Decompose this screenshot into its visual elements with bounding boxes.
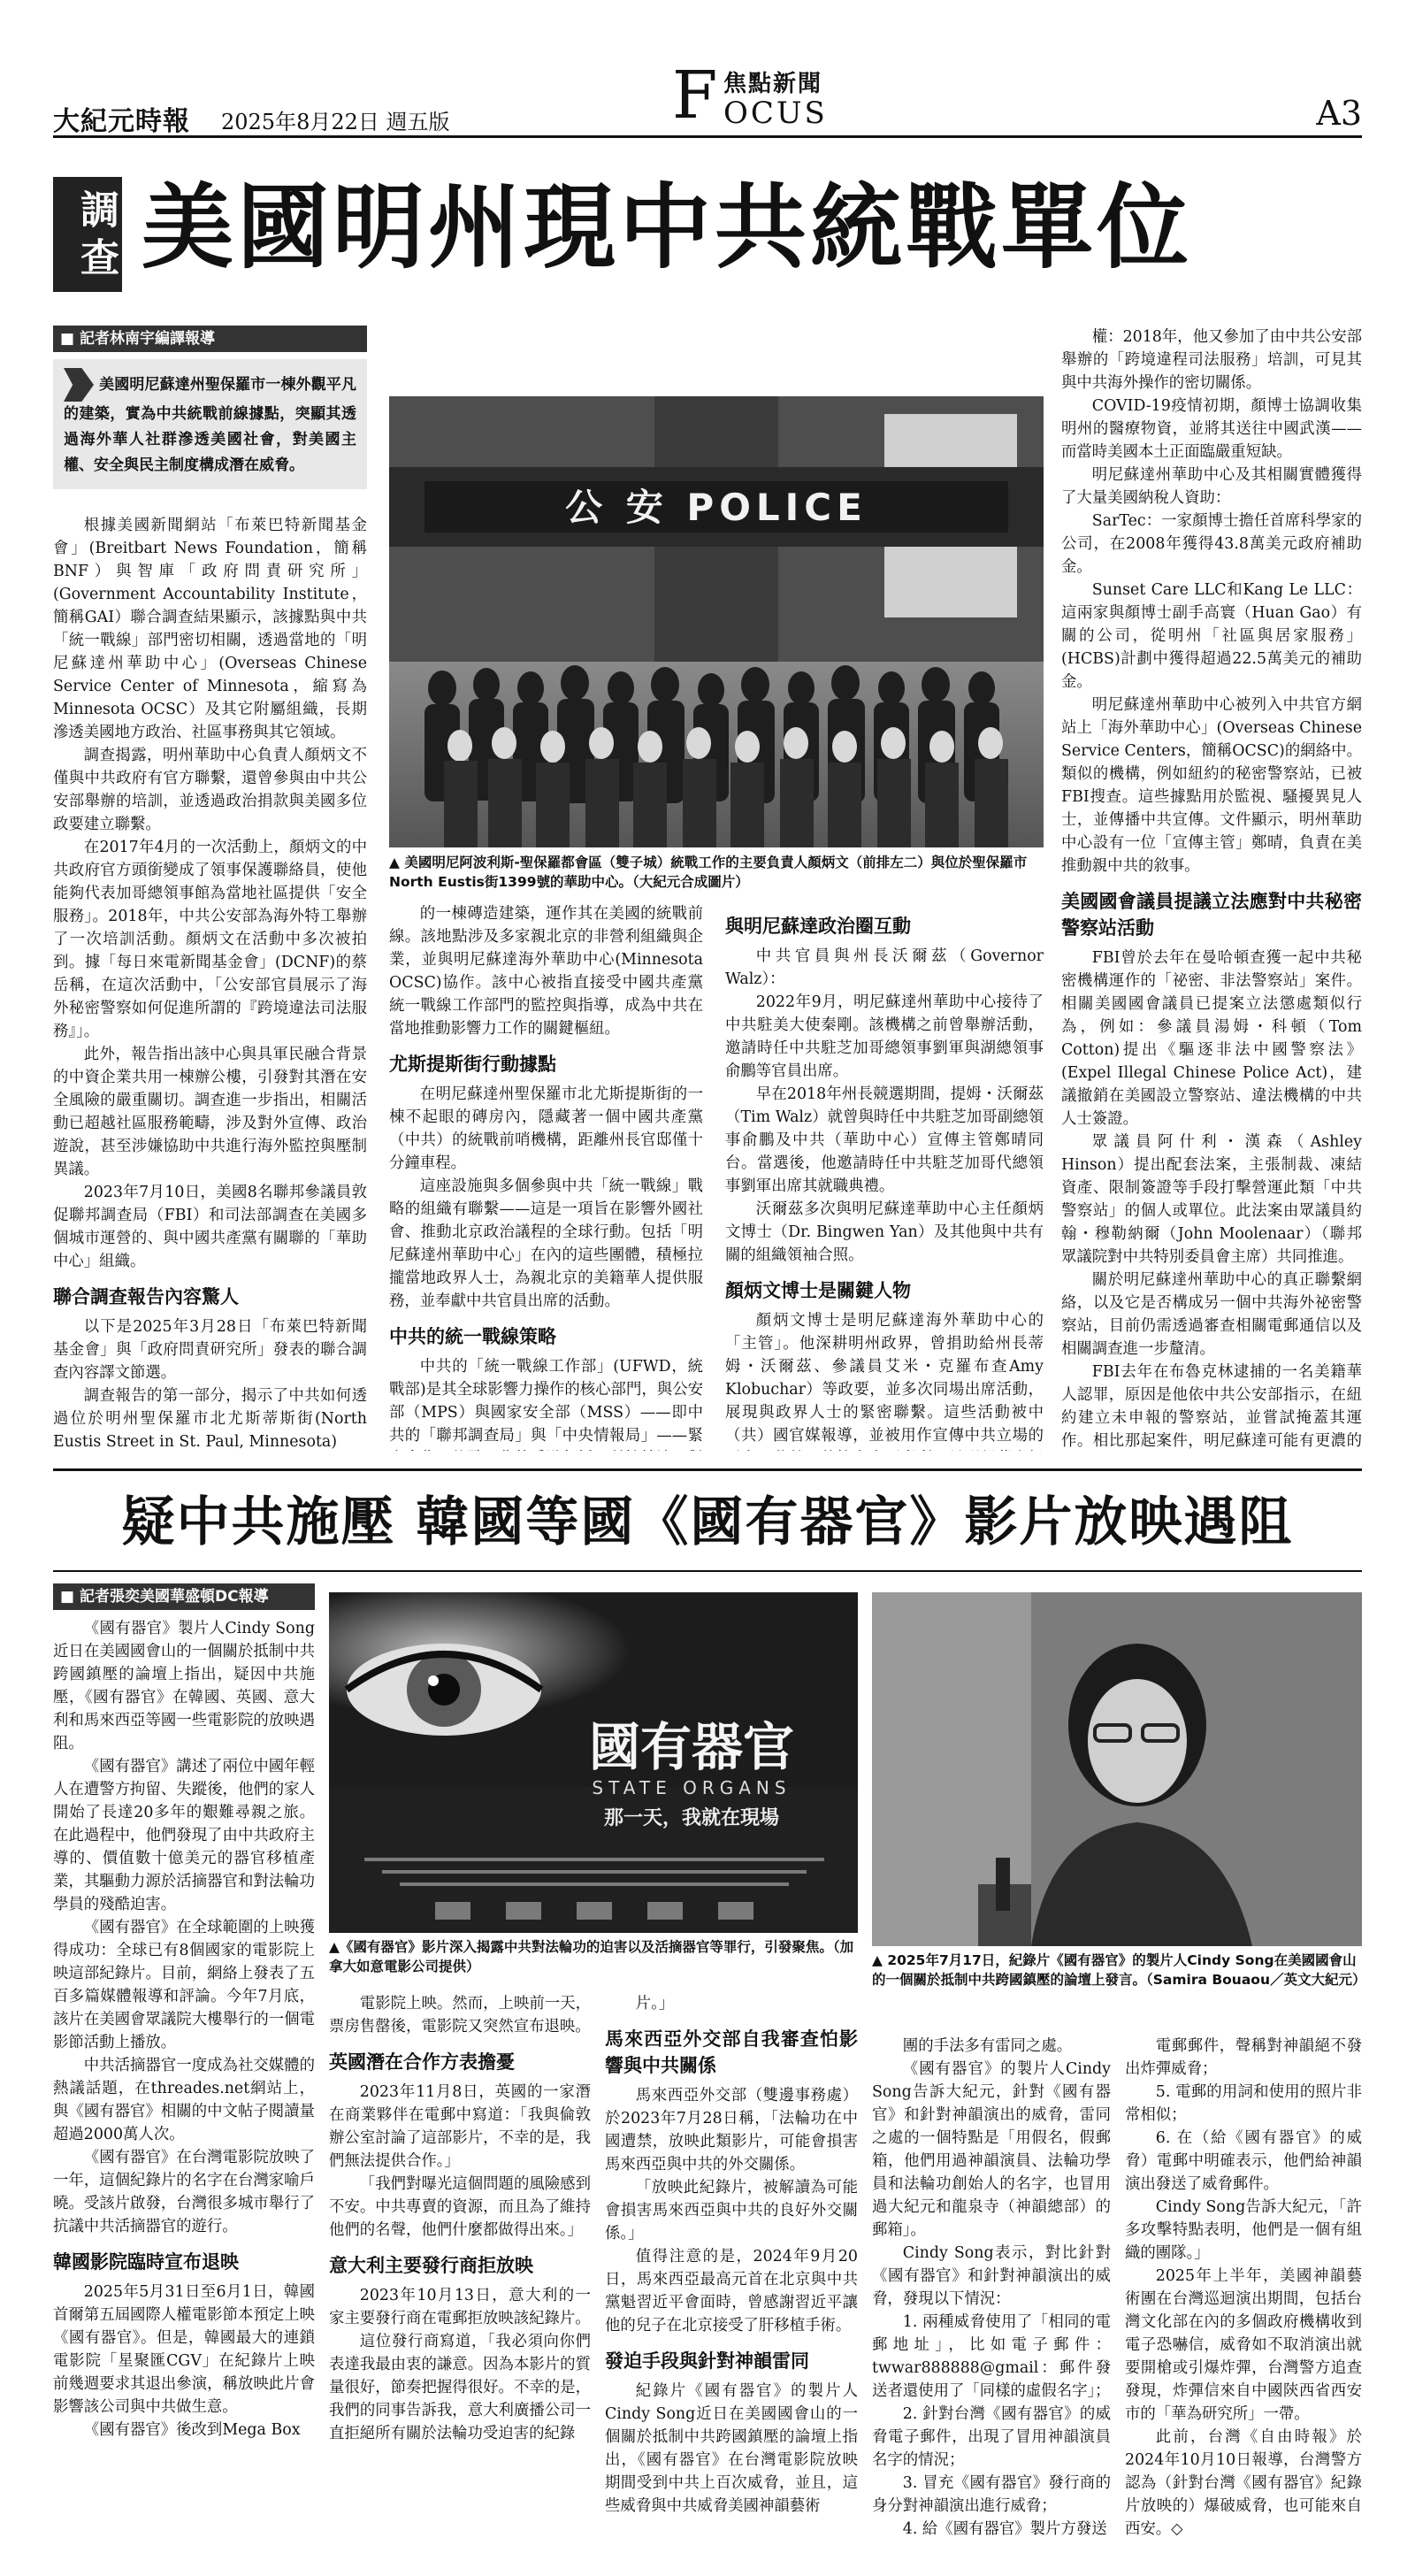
state-organs-poster xyxy=(329,1592,858,1933)
subheading: 聯合調查報告內容驚人 xyxy=(53,1286,239,1307)
police-sign: 公 安 POLICE xyxy=(565,486,868,529)
story1-photo xyxy=(389,396,1044,847)
cindy-song-photo xyxy=(872,1592,1362,1946)
poster-image xyxy=(329,1592,858,1933)
paragraph: 1. 兩種威脅使用了「相同的電郵地址」，比如電子郵件：twwar888888@gmail：郵件發送者還使用了「同樣的虛假名字」； xyxy=(872,2313,1111,2400)
paragraph: 2022年9月，明尼蘇達州華助中心接待了中共駐美大使秦剛。該機構之前曾舉辦活動，邀請時任中共駐芝加哥總領事劉軍與湖總領事俞鵬等官員出席。 xyxy=(725,993,1044,1080)
paragraph: 中共活摘器官一度成為社交媒體的熱議話題，在threades.net網站上，與《國有器官》相關的中文帖子閱讀量超過2000萬人次。 xyxy=(53,2057,315,2143)
paragraph: 此前，台灣《自由時報》於2024年10月10日報導，台灣警方認為（針對台灣《國有器官》紀錄片放映的）爆破威脅，也可能來自西安。◇ xyxy=(1125,2428,1362,2538)
paragraph: 紀錄片《國有器官》的製片人Cindy Song近日在美國國會山的一個關於抵制中共跨國鎮壓的論壇上指出，《國有器官》在台灣電影院放映期間受到中共上百次威脅，並且，這些威脅與中共威脅美國神韻藝術 xyxy=(605,2382,858,2515)
paragraph: 5. 電郵的用詞和使用的照片非常相似； xyxy=(1125,2083,1362,2124)
section-logo xyxy=(672,58,867,134)
issue-date: 2025年8月22日 週五版 xyxy=(221,110,450,134)
paragraph: 眾議員阿什利・漢森（Ashley Hinson）提出配套法案，主張制裁、凍結資產、限制簽證等手段打擊營運此類「中共警察站」的個人或單位。此法案由眾議員約翰・穆勒納爾（John Moolenaar）（聯邦眾議院對中共特別委員會主席）共同推進。 xyxy=(1061,1133,1362,1266)
page-number: A3 xyxy=(1316,94,1362,133)
story1-column-4 xyxy=(1061,326,1362,1449)
story1-column-2 xyxy=(389,902,703,1451)
paragraph: 在2017年4月的一次活動上，顏炳文的中共政府官方頭銜變成了領事保護聯絡員，使他能夠代表加哥總領事館為當地社區提供「安全服務」。2018年，中共公安部為海外特工舉辦了一次培訓活動。顏炳文在活動中多次被拍到。據「每日來電新聞基金會」(DCNF)的蔡岳稱，在這次活動中，「公安部官員展示了海外秘密警察如何促進所謂的『跨境違法司法服務』」。 xyxy=(53,839,367,1040)
poster-subtitle: STATE ORGANS xyxy=(592,1777,792,1798)
arrow-icon xyxy=(64,368,94,402)
subheading: 顏炳文博士是關鍵人物 xyxy=(725,1280,911,1301)
paragraph: FBI曾於去年在曼哈頓查獲一起中共秘密機構運作的「祕密、非法警察站」案件。相關美國國會議員已提案立法懲處類似行為，例如：參議員湯姆・科頓（Tom Cotton)提出《驅逐非法中國警察法》(Expel Illegal Chinese Police Act)，建議撤銷在美國設立警察站、違法機構的中共人士簽證。 xyxy=(1061,949,1362,1128)
paragraph: 《國有器官》製片人Cindy Song近日在美國國會山的一個關於抵制中共跨國鎮壓的論壇上指出，疑因中共施壓，《國有器官》在韓國、英國、意大利和馬來西亞等國一些電影院的放映遇阻。 xyxy=(53,1620,315,1752)
ocsc-building-photo xyxy=(389,396,1044,847)
story1-lead-text: 美國明尼蘇達州聖保羅市一棟外觀平凡的建築，實為中共統戰前線據點，突顯其透過海外華人社群滲透美國社會，對美國主權、安全與民主制度構成潛在威脅。 xyxy=(64,376,356,474)
headline-underline xyxy=(53,1570,1362,1572)
section-name-en: OCUS xyxy=(723,96,828,131)
story1-photo-caption: ▲ 美國明尼阿波利斯-聖保羅都會區（雙子城）統戰工作的主要負責人顏炳文（前排左二）與位於聖保羅市North Eustis街1399號的華助中心。（大紀元合成圖片） xyxy=(389,855,1028,890)
paragraph: 4. 給《國有器官》製片方發送 xyxy=(902,2520,1107,2538)
paragraph: 沃爾茲多次與明尼蘇達華助中心主任顏炳文博士（Dr. Bingwen Yan）及其他與中共有關的組織領袖合照。 xyxy=(725,1200,1044,1264)
story2-column-3 xyxy=(605,1992,858,2541)
story1-lead xyxy=(53,359,367,489)
paragraph: 中共的「統一戰線工作部」(UFWD，統戰部)是其全球影響力操作的核心部門，與公安部（MPS）與國家安全部（MSS）——即中共的「聯邦調查局」與「中央情報局」——緊 xyxy=(389,1358,703,1445)
story2-headline: 疑中共施壓 韓國等國《國有器官》影片放映遇阻 xyxy=(121,1491,1294,1553)
story1-headline: 美國明州現中共統戰單位 xyxy=(142,172,1193,281)
story2-column-1 xyxy=(53,1583,315,2539)
investigation-tag: 調查 xyxy=(53,177,122,292)
story2-byline: ■ 記者張奕美國華盛頓DC報導 xyxy=(53,1583,315,1610)
masthead: 大紀元時報 xyxy=(53,106,190,137)
paragraph: 電影院上映。然而，上映前一天，票房售罄後，電影院又突然宣布退映。 xyxy=(329,1995,591,2036)
paragraph: 顏炳文博士是明尼蘇達海外華助中心的「主管」。他深耕明州政界，曾捐助給州長蒂姆・沃爾茲、參議員艾米・克羅布查Amy Klobuchar）等政要，並多次同場出席活動，展現與政界人士的緊密聯繫。這些活動被中（共）國官媒報導，並被用作宣傳中共立場的 xyxy=(725,1312,1044,1445)
paragraph: Sunset Care LLC和Kang Le LLC：這兩家與顏博士副手高寰（Huan Gao）有關的公司，從明州「社區與居家服務」(HCBS)計劃中獲得超過22.5萬美元的補助金。 xyxy=(1061,581,1362,691)
subheading: 中共的統一戰線策略 xyxy=(389,1326,556,1347)
paragraph: 《國有器官》在台灣電影院放映了一年，這個紀錄片的名字在台灣家喻戶曉。受該片啟發，台灣很多城市舉行了抗議中共活摘器官的遊行。 xyxy=(53,2149,315,2235)
paragraph: 的一棟磚造建築，運作其在美國的統戰前線。該地點涉及多家親北京的非營利組織與企業，並與明尼蘇達海外華助中心(Minnesota OCSC)協作。該中心被指直接受中國共產黨統一戰線工作部門的監控與指導，成為中共在當地推動影響力工作的關鍵樞紐。 xyxy=(389,905,703,1038)
paragraph: 值得注意的是，2024年9月20日，馬來西亞最高元首在北京與中共黨魁習近平會面時，曾感謝習近平讓他的兒子在北京接受了肝移植手術。 xyxy=(605,2248,858,2334)
subheading: 馬來西亞外交部自我審查怕影響與中共關係 xyxy=(605,2028,858,2076)
paragraph: 明尼蘇達州華助中心被列入中共官方網站上「海外華助中心」(Overseas Chinese Service Centers，簡稱OCSC)的網絡中。類似的機構，例如紐約的秘密警察站，已被FBI搜查。這些據點用於監視、騷擾異見人士，並傳播中共宣傳。文件顯示，明州華助中心設有一位「宣傳主管」鄭晴，負責在美推動親中共的敘事。 xyxy=(1061,696,1362,875)
paragraph: 6. 在（給《國有器官》的威脅）電郵中明確表示，他們給神韻演出發送了威脅郵件。 xyxy=(1125,2129,1362,2193)
paragraph: 這座設施與多個參與中共「統一戰線」戰略的組織有聯繫——這是一項旨在影響外國社會、推動北京政治議程的全球行動。包括「明尼蘇達州華助中心」在內的這些團體，積極拉攏當地政界人士，為親北京的美籍華人提供服務，並奉獻中共官員出席的活動。 xyxy=(389,1177,703,1310)
subheading: 韓國影院臨時宣布退映 xyxy=(53,2251,239,2273)
paragraph: 「我們對曝光這個問題的風險感到不安。中共專賣的資源，而且為了維持他們的名聲，他們什麼都做得出來。」 xyxy=(329,2175,591,2239)
paragraph: Cindy Song告訴大紀元，「許多攻擊特點表明，他們是一個有組織的團隊。」 xyxy=(1125,2198,1362,2262)
paragraph: 2. 針對台灣《國有器官》的威脅電子郵件，出現了冒用神韻演員名字的情況； xyxy=(872,2405,1111,2469)
story2-column-2 xyxy=(329,1992,591,2541)
paragraph: 2025年上半年，美國神韻藝術團在台灣巡迴演出期間，包括台灣文化部在內的多個政府機構收到電子恐嚇信，威脅如不取消演出就要開槍或引爆炸彈，台灣警方追查發現，炸彈信來自中國陝西省西安市的「華為研究所」一帶。 xyxy=(1125,2267,1362,2423)
paragraph: 權：2018年，他又參加了由中共公安部舉辦的「跨境違程司法服務」培訓，可見其與中共海外操作的密切關係。 xyxy=(1061,328,1362,392)
paragraph: 2025年5月31日至6月1日，韓國首爾第五屆國際人權電影節本預定上映《國有器官》。但是，韓國最大的連鎖電影院「星聚匯CGV」在紀錄片上映前幾週要求其退出參演，稱放映此片會影響該公司與中共做生意。 xyxy=(53,2283,315,2416)
story2-column-4 xyxy=(872,2035,1111,2539)
paragraph: 調查報告的第一部分，揭示了中共如何透過位於明州聖保羅市北尤斯蒂斯街(North Eustis Street in St. Paul, Minnesota) xyxy=(53,1387,367,1449)
section-letter: F xyxy=(672,58,718,134)
paragraph: 這位發行商寫道，「我必須向你們表達我最由衷的謙意。因為本影片的質量很好，節奏把握得很好。不幸的是，我們的同事告訴我，意大利廣播公司一直拒絕所有關於法輪功受迫害的紀錄 xyxy=(329,2333,591,2442)
poster-title: 國有器官 xyxy=(588,1717,795,1777)
paragraph: 關於明尼蘇達州華助中心的真正聯繫網絡，以及它是否構成另一個中共海外祕密警察站，目前仍需透過審查相關電郵通信以及相關調查進一步釐清。 xyxy=(1061,1271,1362,1358)
paragraph: 根據美國新聞網站「布萊巴特新聞基金會」(Breitbart News Foundation，簡稱BNF）與智庫「政府問責研究所」(Government Accountability Institute，簡稱GAI）聯合調查結果顯示，該據點與中共「統一戰線」部門密切相關，透過當地的「明尼蘇達州華助中心」(Overseas Chinese Service Center of Minnesota，縮寫為Minnesota OCSC）及其它附屬組織，長期滲透美國地方政治、社區事務與其它領域。 xyxy=(53,517,367,741)
paragraph: 3. 冒充《國有器官》發行商的身分對神韻演出進行威脅； xyxy=(872,2474,1111,2515)
story1-byline: ■ 記者林南宇編譯報導 xyxy=(53,326,367,352)
subheading: 發迫手段與針對神韻雷同 xyxy=(605,2350,809,2372)
paragraph: 以下是2025年3月28日「布萊巴特新聞基金會」與「政府問責研究所」發表的聯合調查內容譯文節選。 xyxy=(53,1318,367,1382)
subheading: 美國國會議員提議立法應對中共秘密警察站活動 xyxy=(1061,891,1362,939)
section-name-zh: 焦點新聞 xyxy=(723,71,823,97)
paragraph: 馬來西亞外交部（雙邊事務處）於2023年7月28日稱，「法輪功在中國遭禁，放映此類影片，可能會損害馬來西亞與中共的外交關係。 xyxy=(605,2087,858,2174)
subheading: 尤斯提斯街行動據點 xyxy=(389,1054,556,1075)
page-header xyxy=(53,53,1362,138)
paragraph: 2023年11月8日，英國的一家潛在商業夥伴在電郵中寫道：「我與倫敦辦公室討論了這部影片，不幸的是，我們無法提供合作。」 xyxy=(329,2083,591,2170)
paragraph: 調查揭露，明州華助中心負責人顏炳文不僅與中共政府有官方聯繫，還曾參與由中共公安部舉辦的培訓，並透過政治捐款與美國多位政要建立聯繫。 xyxy=(53,747,367,833)
story2-column-5 xyxy=(1125,2035,1362,2539)
subheading: 意大利主要發行商拒放映 xyxy=(329,2255,533,2276)
paragraph: 《國有器官》講述了兩位中國年輕人在遭警方拘留、失蹤後，他們的家人開始了長達20多年的艱難尋親之旅。在此過程中，他們發現了由中共政府主導的、價值數十億美元的器官移植產業，其驅動力源於活摘器官和對法輪功學員的殘酷迫害。 xyxy=(53,1758,315,1913)
paragraph: 《國有器官》後改到Mega Box xyxy=(83,2421,301,2439)
paragraph: 在明尼蘇達州聖保羅市北尤斯提斯街的一棟不起眼的磚房內，隱藏著一個中國共產黨（中共）的統戰前哨機構，距離州長官邸僅十分鐘車程。 xyxy=(389,1085,703,1172)
story1-column-1 xyxy=(53,326,367,1449)
paragraph: Cindy Song表示，對比針對《國有器官》和針對神韻演出的威脅，發現以下情況： xyxy=(872,2244,1111,2308)
section-divider xyxy=(53,1468,1362,1471)
subheading: 英國潛在合作方表擔憂 xyxy=(329,2051,515,2073)
paragraph: FBI去年在布魯克林逮捕的一名美籍華人認罪，原因是他依中共公安部指示，在紐約建立未申報的警察站，並嘗試掩蓋其運作。相比那起案件，明尼蘇達可能有更濃的 xyxy=(1061,1363,1362,1449)
speaker-image xyxy=(872,1592,1362,1946)
paragraph: 團的手法多有雷同之處。 xyxy=(902,2037,1073,2055)
paragraph: SarTec：一家顏博士擔任首席科學家的公司，在2008年獲得43.8萬美元政府補助金。 xyxy=(1061,512,1362,576)
paragraph: COVID-19疫情初期，顏博士協調收集明州的醫療物資，並將其送往中國武漢——而當時美國本土正面臨嚴重短缺。 xyxy=(1061,397,1362,461)
paragraph: 中共官員與州長沃爾茲（Governor Walz）： xyxy=(725,947,1044,988)
paragraph: 2023年7月10日，美國8名聯邦參議員敦促聯邦調查局（FBI）和司法部調查在美國多個城市運營的、與中國共產黨有關聯的「華助中心」組織。 xyxy=(53,1184,367,1270)
paragraph: 電郵郵件，聲稱對神韻絕不發出炸彈威脅； xyxy=(1125,2037,1362,2078)
paragraph: 片。」 xyxy=(635,1995,675,2012)
poster-caption: ▲《國有器官》影片深入揭露中共對法輪功的迫害以及活摘器官等罪行，引發聚焦。（加拿大如意電影公司提供） xyxy=(329,1939,854,1974)
paragraph: 早在2018年州長競選期間，提姆・沃爾茲（Tim Walz）就曾與時任中共駐芝加哥副總領事俞鵬及中共（華助中心）宣傳主管鄭晴同台。當選後，他邀請時任中共駐芝加哥代總領事劉軍出席其就職典禮。 xyxy=(725,1085,1044,1195)
poster-tagline: 那一天，我就在現場 xyxy=(603,1807,780,1829)
subheading: 與明尼蘇達政治圈互動 xyxy=(725,916,911,937)
paragraph: 2023年10月13日，意大利的一家主要發行商在電郵拒放映該紀錄片。 xyxy=(329,2287,591,2327)
paragraph: 「放映此紀錄片，被解讀為可能會損害馬來西亞與中共的良好外交關係。」 xyxy=(605,2179,858,2242)
speaker-caption: ▲ 2025年7月17日，紀錄片《國有器官》的製片人Cindy Song在美國國會山的一個關於抵制中共跨國鎮壓的論壇上發言。（Samira Bouaou／英文大紀元） xyxy=(872,1952,1366,1988)
paragraph: 此外，報告指出該中心與具軍民融合背景的中資企業共用一棟辦公樓，引發對其潛在安全風險的嚴重關切。調查進一步指出，相關活動已超越社區服務範疇，涉及對外宣傳、政治遊說，甚至涉嫌協助中共進行海外監控與壓制異議。 xyxy=(53,1046,367,1178)
paragraph: 《國有器官》的製片人Cindy Song告訴大紀元，針對《國有器官》和針對神韻演出的威脅，雷同之處的一個特點是「用假名，假郵箱，他們用過神韻演員、法輪功學員和法輪功創始人的名字，也冒用過大紀元和龍泉寺（神韻總部）的郵箱」。 xyxy=(872,2060,1111,2239)
story1-column-3 xyxy=(725,902,1044,1451)
paragraph: 《國有器官》在全球範圍的上映獲得成功：全球已有8個國家的電影院上映這部紀錄片。目前，網絡上發表了五百多篇媒體報導和評論。今年7月底，該片在美國會眾議院大樓舉行的一個電影節活動上播放。 xyxy=(53,1919,315,2051)
paragraph: 明尼蘇達州華助中心及其相關實體獲得了大量美國納稅人資助： xyxy=(1061,466,1362,507)
